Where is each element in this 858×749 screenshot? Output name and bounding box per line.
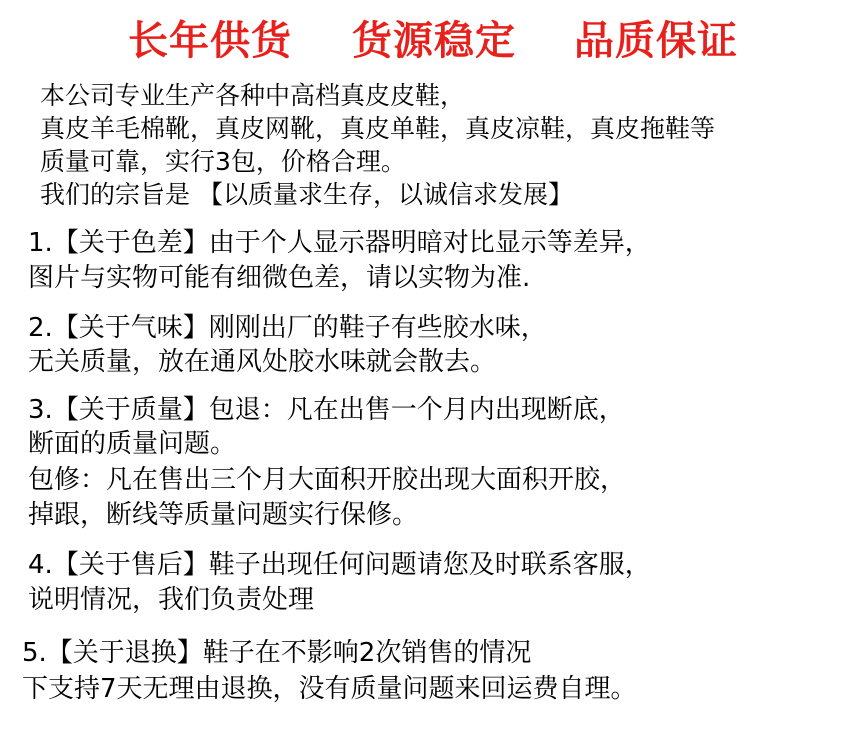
note-line: 无关质量，放在通风处胶水味就会散去。 — [28, 347, 497, 377]
note-line: 1.【关于色差】由于个人显示器明暗对比显示等差异， — [28, 228, 651, 258]
intro-line: 本公司专业生产各种中高档真皮皮鞋， — [40, 81, 466, 110]
note-line: 图片与实物可能有细微色差，请以实物为准. — [28, 263, 531, 293]
note-line: 2.【关于气味】刚刚出厂的鞋子有些胶水味， — [28, 313, 547, 343]
headline-supply: 长年供货 — [128, 18, 292, 64]
intro-line: 我们的宗旨是 【以质量求生存，以诚信求发展】 — [40, 180, 573, 209]
intro-line: 质量可靠，实行3包，价格合理。 — [40, 147, 406, 176]
headline-quality-guarantee: 品质保证 — [574, 18, 738, 64]
intro-line: 真皮羊毛棉靴，真皮网靴，真皮单鞋，真皮凉鞋，真皮拖鞋等 — [40, 114, 716, 143]
note-line: 下支持7天无理由退换，没有质量问题来回运费自理。 — [22, 674, 637, 704]
note-line: 说明情况，我们负责处理 — [28, 585, 315, 615]
note-line: 断面的质量问题。 — [28, 429, 237, 459]
note-line: 掉跟，断线等质量问题实行保修。 — [28, 500, 419, 530]
headline-stable-source: 货源稳定 — [352, 18, 516, 64]
note-line: 包修：凡在售出三个月大面积开胶出现大面积开胶， — [28, 465, 627, 495]
note-line: 3.【关于质量】包退：凡在出售一个月内出现断底， — [28, 395, 625, 425]
note-line: 4.【关于售后】鞋子出现任何问题请您及时联系客服， — [28, 550, 651, 580]
headline-banner — [0, 14, 858, 68]
note-line: 5.【关于退换】鞋子在不影响2次销售的情况 — [22, 638, 532, 668]
